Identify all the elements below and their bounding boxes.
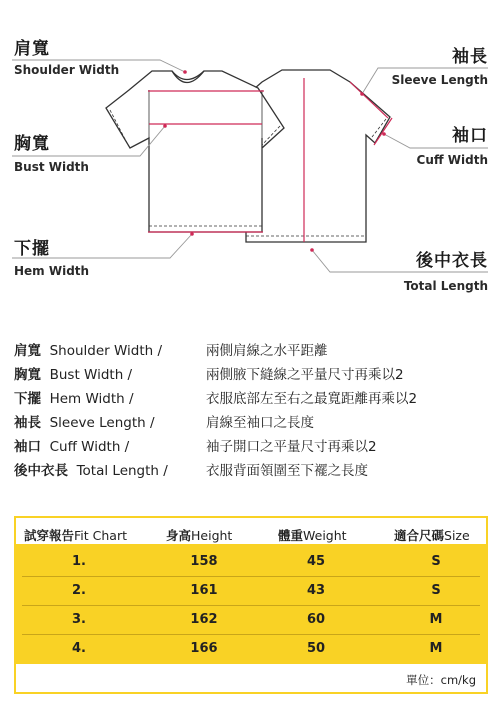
row-weight: 45 [306, 554, 326, 569]
row-height: 161 [190, 583, 218, 598]
header-size: 適合尺碼Size [394, 528, 470, 543]
cuff-label-zh: 袖口 [452, 126, 488, 146]
cuff-label-en: Cuff Width [416, 153, 488, 167]
shoulder-label-zh: 肩寬 [14, 39, 50, 59]
description-row-shoulder [14, 339, 328, 359]
description-text: 衣服背面領圍至下襬之長度 [206, 463, 368, 479]
description-term-en: Shoulder Width / [49, 343, 163, 359]
row-size: M [429, 641, 443, 656]
description-row-sleeve [14, 411, 314, 431]
description-term-zh: 袖長 [14, 415, 41, 431]
total-length-label-zh: 後中衣長 [416, 251, 488, 271]
tshirt-front-outline [106, 71, 284, 232]
row-size: S [431, 583, 441, 598]
header-height: 身高Height [166, 528, 233, 543]
description-term-zh: 袖口 [14, 439, 41, 455]
description-term-zh: 下擺 [14, 391, 41, 407]
row-height: 158 [190, 554, 218, 569]
shoulder-label-en: Shoulder Width [14, 63, 120, 77]
description-row-bust [14, 363, 404, 383]
total-length-label-en: Total Length [403, 279, 488, 293]
row-number: 1. [72, 554, 86, 569]
description-term-en: Sleeve Length / [49, 415, 155, 431]
description-row-hem [14, 387, 418, 407]
description-text: 肩線至袖口之長度 [206, 415, 314, 431]
description-term-zh: 後中衣長 [14, 463, 68, 479]
row-number: 4. [72, 641, 86, 656]
header-fit-chart: 試穿報告Fit Chart [24, 528, 127, 543]
unit-note: 單位：cm/kg [406, 673, 476, 687]
description-term-en: Total Length / [76, 463, 168, 479]
description-text: 衣服底部左至右之最寬距離再乘以2 [206, 391, 418, 407]
row-height: 166 [190, 641, 218, 656]
bust-label-en: Bust Width [14, 160, 89, 174]
description-term-zh: 胸寬 [14, 367, 41, 383]
table-row [14, 606, 488, 634]
description-term-en: Hem Width / [49, 391, 134, 407]
row-weight: 43 [306, 583, 326, 598]
table-row [14, 577, 488, 605]
hem-label-zh: 下擺 [14, 239, 50, 259]
description-term-zh: 肩寬 [14, 343, 41, 359]
bust-label-zh: 胸寬 [14, 134, 50, 154]
row-size: M [429, 612, 443, 627]
description-text: 兩側肩線之水平距離 [206, 343, 328, 359]
description-text: 袖子開口之平量尺寸再乘以2 [206, 439, 377, 455]
header-weight: 體重Weight [278, 528, 347, 543]
fit-chart-header-row [14, 516, 488, 546]
row-number: 2. [72, 583, 86, 598]
fit-chart-table [14, 516, 488, 694]
row-size: S [431, 554, 441, 569]
description-row-cuff [14, 435, 377, 455]
description-row-total-length [14, 459, 368, 479]
hem-label-en: Hem Width [14, 264, 90, 278]
table-row [14, 635, 488, 663]
description-term-en: Cuff Width / [49, 439, 130, 455]
description-term-en: Bust Width / [49, 367, 133, 383]
fit-chart-footer [14, 662, 488, 694]
sleeve-label-zh: 袖長 [452, 47, 488, 67]
row-weight: 50 [306, 641, 326, 656]
sleeve-label-en: Sleeve Length [391, 73, 488, 87]
row-number: 3. [72, 612, 86, 627]
description-text: 兩側腋下縫線之平量尺寸再乘以2 [206, 367, 404, 383]
row-height: 162 [190, 612, 218, 627]
row-weight: 60 [306, 612, 326, 627]
table-row [14, 548, 488, 576]
